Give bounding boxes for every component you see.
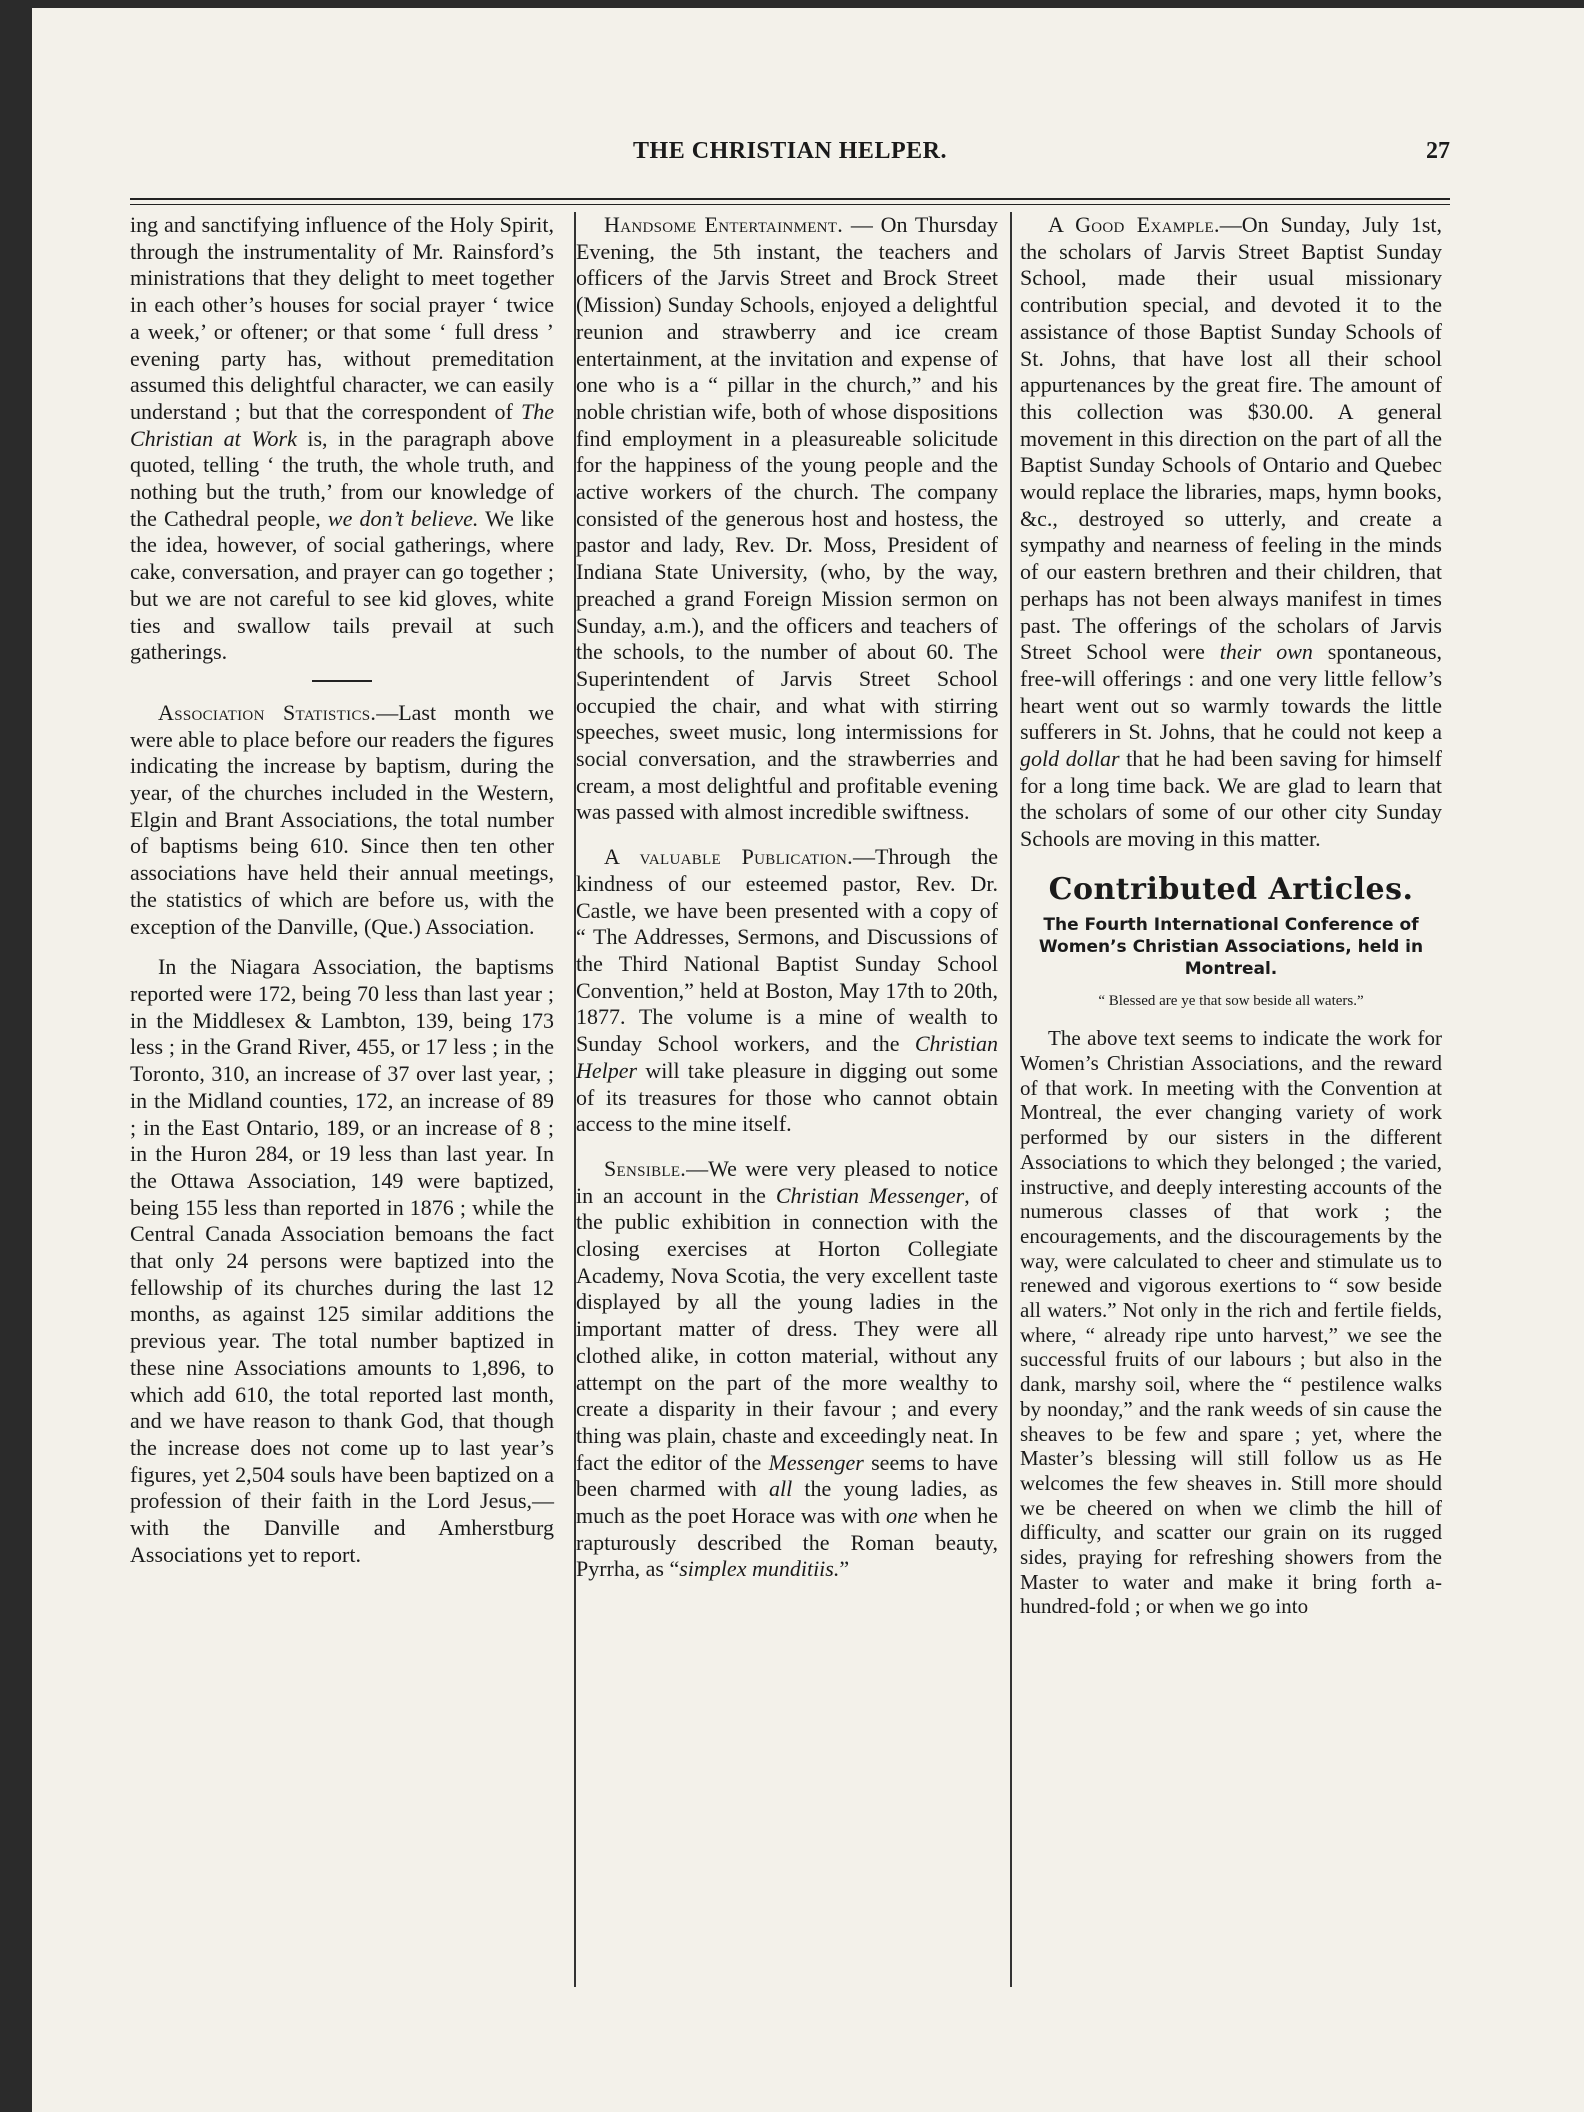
header-rule-thick xyxy=(130,198,1450,200)
paragraph-heading: Handsome Entertainment. xyxy=(604,212,844,237)
paragraph: In the Niagara Association, the baptisms reported were 172, being 70 less than last year ; in the Middlesex & Lambton, 139, being 173 less ; in the Grand River, 455, or 17 less ; in the Toronto, 310, an increase of 37 over last year, ; in the Midland counties, 172, an increase of 89 ; in the East Ontario, 189, or an increase of 8 ; in the Huron 284, or 19 less than last year. In the Ottawa Association, 149 were baptized, being 155 less than reported in 1876 ; while the Central Canada Association bemoans the fact that only 24 persons were baptized into the fellowship of its churches during the last 12 months, as against 125 similar additions the previous year. The total number baptized in these nine Associations amounts to 1,896, to which add 610, the total reported last month, and we have reason to thank God, that though the increase does not come up to last year’s figures, yet 2,504 souls have been baptized on a profession of their faith in the Lord Jesus,—with the Danville and Amherstburg Associations yet to report. xyxy=(130,954,554,1567)
page-header xyxy=(130,138,1450,178)
section-divider xyxy=(312,680,372,682)
paragraph: ing and sanctifying influence of the Holy Spirit, through the instrumentality of Mr. Rainsford’s ministrations that they delight to meet together in each other’s houses for social prayer ‘ twice a week,’ or oftener; or that some ‘ full dress ’ evening party has, without premeditation assumed this delightful character, we can easily understand ; but that the correspondent of The Christian at Work is, in the paragraph above quoted, telling ‘ the truth, the whole truth, and nothing but the truth,’ from our knowledge of the Cathedral people, we don’t believe. We like the idea, however, of social gatherings, where cake, conversation, and prayer can go together ; but we are not careful to see kid gloves, white ties and swallow tails prevail at such gatherings. xyxy=(130,212,554,665)
paragraph: The above text seems to indicate the work for Women’s Christian Associations, and the reward of that work. In meeting with the Convention at Montreal, the ever changing variety of work performed by our sisters in the different Associations to which they belonged ; the varied, instructive, and deeply interesting accounts of the numerous classes of that work ; the encouragements, and the discouragements by the way, were calculated to cheer and stimulate us to renewed and vigorous exertions to “ sow beside all waters.” Not only in the rich and fertile fields, where, “ already ripe unto harvest,” we see the successful fruits of our labours ; but also in the dank, marshy soil, where the “ pestilence walks by noonday,” and the rank weeds of sin cause the sheaves to be few and spare ; yet, where the Master’s blessing will still follow us as He welcomes the few sheaves in. Still more should we be cheered on when we climb the hill of difficulty, and scatter our grain on its rugged sides, praying for refreshing showers from the Master to water and make it bring forth a-hundred-fold ; or when we go into xyxy=(1020,1026,1442,1619)
article-title: The Fourth International Conference of Women’s Christian Associations, held in Montreal. xyxy=(1038,914,1424,979)
page-number: 27 xyxy=(1426,138,1450,164)
header-rule-thin xyxy=(130,204,1450,205)
paragraph: Association Statistics.—Last month we were able to place before our readers the figures indicating the increase by baptism, during the year, of the churches included in the Western, Elgin and Brant Associations, the total number of baptisms being 610. Since then ten other associations have held their annual meetings, the statistics of which are before us, with the exception of the Danville, (Que.) Association. xyxy=(130,699,554,939)
paragraph: A Good Example.—On Sunday, July 1st, the scholars of Jarvis Street Baptist Sunday School, made their usual missionary contribution special, and devoted it to the assistance of those Baptist Sunday Schools of St. Johns, that have lost all their school appurtenances by the great fire. The amount of this collection was $30.00. A general movement in this direction on the part of all the Baptist Sunday Schools of Ontario and Quebec would replace the libraries, maps, hymn books, &c., destroyed so utterly, and create a sympathy and nearness of feeling in the minds of our eastern brethren and their children, that perhaps has not been always manifest in times past. The offerings of the scholars of Jarvis Street School were their own spontaneous, free-will offerings : and one very little fellow’s heart went out so warmly towards the little sufferers in St. Johns, that he could not keep a gold dollar that he had been saving for himself for a long time back. We are glad to learn that the scholars of some of our other city Sunday Schools are moving in this matter. xyxy=(1020,212,1443,852)
epigraph: “ Blessed are ye that sow beside all waters.” xyxy=(1098,992,1364,1009)
paragraph-heading: Sensible. xyxy=(604,1155,687,1181)
running-title: THE CHRISTIAN HELPER. xyxy=(633,138,947,164)
paragraph: A valuable Publication.—Through the kindness of our esteemed pastor, Rev. Dr. Castle, we have been presented with a copy of “ The Addresses, Sermons, and Discussions of the Third National Baptist Sunday School Convention,” held at Boston, May 17th to 20th, 1877. The volume is a mine of wealth to Sunday School workers, and the Christian Helper will take pleasure in digging out some of its treasures for those who cannot obtain access to the mine itself. xyxy=(576,844,998,1137)
paragraph: Handsome Entertainment. — On Thursday Evening, the 5th instant, the teachers and officers of the Jarvis Street and Brock Street (Mission) Sunday Schools, enjoyed a delightful reunion and strawberry and ice cream entertainment, at the invitation and expense of one who is a “ pillar in the church,” and his noble christian wife, both of whose dispositions find employment in a pleasureable solicitude for the happiness of the young people and the active workers of the church. The company consisted of the generous host and hostess, the pastor and lady, Rev. Dr. Moss, President of Indiana State University, (who, by the way, preached a grand Foreign Mission sermon on Sunday, a.m.), and the officers and teachers of the schools, to the number of about 60. The Superintendent of Jarvis Street School occupied the chair, and what with stirring speeches, sweet music, long intermissions for social conversation, and the strawberries and cream, a most delightful and profitable evening was passed with almost incredible swiftness. xyxy=(576,212,998,825)
paragraph-heading: A Good Example. xyxy=(1048,212,1220,237)
column-1 xyxy=(130,212,554,1582)
column-3 xyxy=(1020,212,1442,1633)
paragraph-heading: A valuable Publication. xyxy=(604,844,853,870)
column-divider-2 xyxy=(1010,212,1012,1987)
section-title: Contributed Articles. xyxy=(1048,871,1414,907)
column-2 xyxy=(576,212,998,1597)
paragraph: Sensible.—We were very pleased to notice in an account in the Christian Messenger, of the public exhibition in connection with the closing exercises at Horton Collegiate Academy, Nova Scotia, the very excellent taste displayed by all the young ladies in the important matter of dress. They were all clothed alike, in cotton material, without any attempt on the part of the more wealthy to create a disparity in their favour ; and every thing was plain, chaste and exceedingly neat. In fact the editor of the Messenger seems to have been charmed with all the young ladies, as much as the poet Horace was with one when he rapturously described the Roman beauty, Pyrrha, as “simplex munditiis.” xyxy=(576,1155,998,1582)
paragraph-heading: Association Statistics. xyxy=(158,699,377,725)
